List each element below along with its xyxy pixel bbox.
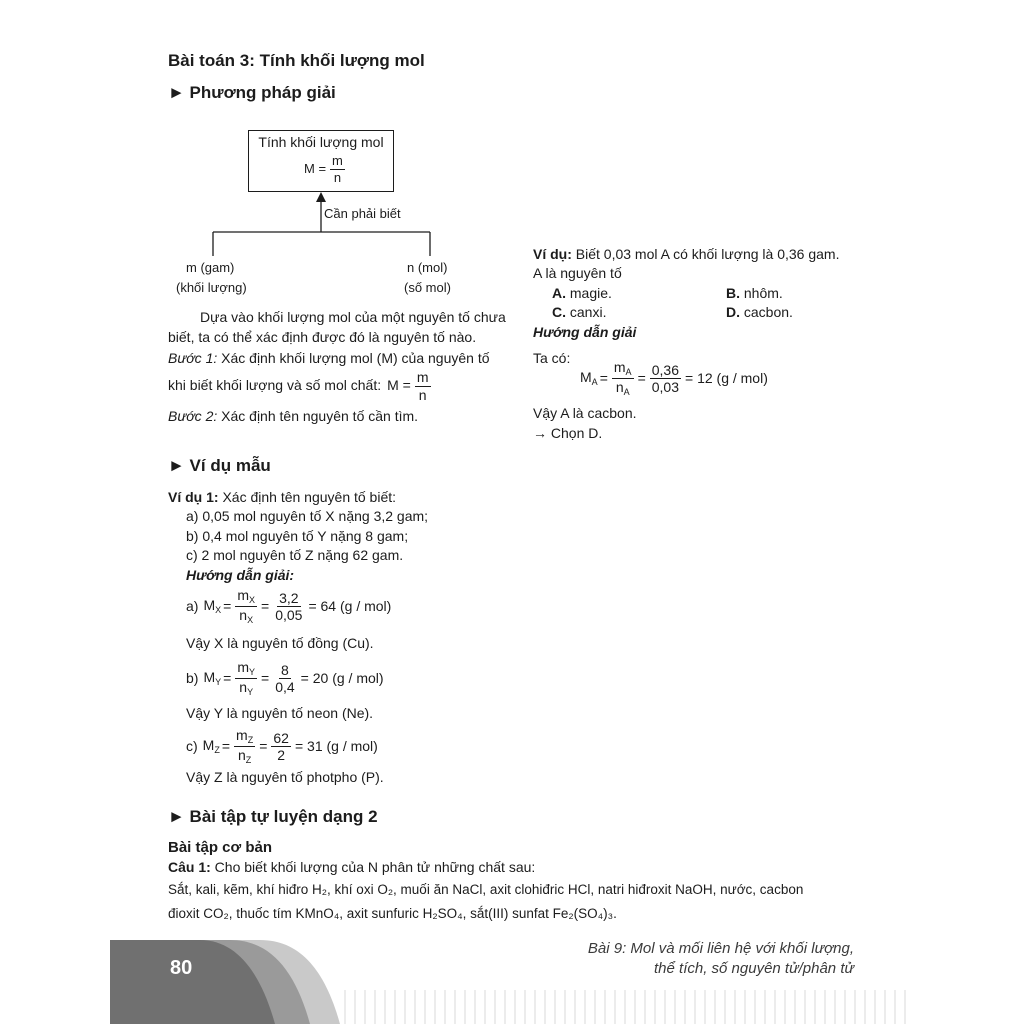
method-paragraph-line1: Dựa vào khối lượng mol của một nguyên tố chưa [200, 309, 506, 325]
solution-b-conclusion: Vậy Y là nguyên tố neon (Ne). [186, 705, 374, 721]
fraction: $\frac{m}{n}$ [332, 153, 343, 185]
fraction: $\frac{62}{2}$ [273, 729, 289, 764]
example1-item-c: c) 2 mol nguyên tố Z nặng 62 gam. [186, 547, 404, 563]
step1: Bước 1: Xác định khối lượng mol (M) của nguyên tố [168, 350, 490, 366]
example1-guide: Hướng dẫn giải: [186, 567, 295, 583]
exercises-heading: ► Bài tập tự luyện dạng 2 [168, 807, 378, 826]
fraction: $\frac{0,36}{0,03}$ [651, 361, 679, 396]
fraction: $\frac{3,2}{0,05}$ [275, 589, 303, 624]
method-heading: ► Phương pháp giải [168, 83, 336, 102]
formula-box-equation: M = $\frac{m}{n}$ [304, 153, 343, 185]
option-c: C. canxi. [552, 304, 607, 320]
chapter-title-line1: Bài 9: Mol và mối liên hệ với khối lượng, [587, 940, 854, 957]
fraction: $\frac{m_Z}{n_Z}$ [236, 727, 254, 766]
sample-heading: ► Ví dụ mẫu [168, 456, 271, 475]
formula-box-title: Tính khối lượng mol [258, 134, 384, 150]
question-1-line1: Sắt, kali, kẽm, khí hiđro H₂, khí oxi O₂, muối ăn NaCl, axit clohiđric HCl, natri hiđroxit NaOH, nước, cacbon [168, 882, 804, 897]
footer-stripes [345, 990, 905, 1024]
page-footer [110, 940, 914, 1024]
left-node-line2: (khối lượng) [176, 280, 247, 295]
option-a: A. magie. [552, 285, 612, 301]
example-intro: Ví dụ: Biết 0,03 mol A có khối lượng là 0,36 gam. [533, 246, 840, 262]
question-1: Câu 1: Cho biết khối lượng của N phân tử những chất sau: [168, 859, 536, 875]
step2: Bước 2: Xác định tên nguyên tố cần tìm. [168, 408, 419, 424]
step1-line2: khi biết khối lượng và số mol chất: M = $\frac{m}{n}$ [168, 369, 429, 403]
fraction: $\frac{m_A}{n_A}$ [613, 359, 632, 398]
chapter-title-line2: thể tích, số nguyên tử/phân tử [654, 960, 854, 977]
example-conclusion: Vậy A là cacbon. [533, 405, 637, 421]
solution-c-formula: c) $M_Z$ = $\frac{m_Z}{n_Z}$ = $\frac{62}{2}$ = 31 (g / mol) [186, 727, 378, 766]
right-node-line1: n (mol) [407, 260, 448, 275]
example-choice: → Chọn D. [533, 425, 603, 441]
page-number: 80 [170, 957, 193, 979]
example1-intro: Ví dụ 1: Xác định tên nguyên tố biết: [168, 489, 397, 505]
exercises-basic-heading: Bài tập cơ bản [168, 839, 273, 856]
right-node-line2: (số mol) [404, 280, 451, 295]
section-title: Bài toán 3: Tính khối lượng mol [168, 51, 425, 70]
fraction: $\frac{8}{0,4}$ [275, 661, 295, 696]
solution-a-conclusion: Vậy X là nguyên tố đồng (Cu). [186, 635, 374, 651]
example-ta-co: Ta có: [533, 350, 571, 366]
example-line2: A là nguyên tố [533, 265, 622, 281]
fraction: $\frac{m_X}{n_X}$ [237, 587, 256, 626]
option-d: D. cacbon. [726, 304, 793, 320]
solution-b-formula: b) $M_Y$ = $\frac{m_Y}{n_Y}$ = $\frac{8}{0,4}$ = 20 (g / mol) [186, 659, 384, 698]
arrow-label: Cần phải biết [324, 206, 401, 221]
question-1-line2: đioxit CO₂, thuốc tím KMnO₄, axit sunfuric H₂SO₄, sắt(III) sunfat Fe₂(SO₄)₃. [168, 906, 617, 921]
fraction: $\frac{m}{n}$ [416, 369, 429, 403]
example-formula: $M_A$ = $\frac{m_A}{n_A}$ = $\frac{0,36}{0,03}$ = 12 (g / mol) [580, 359, 768, 398]
left-node-line1: m (gam) [186, 260, 235, 275]
example1-item-b: b) 0,4 mol nguyên tố Y nặng 8 gam; [186, 528, 409, 544]
option-b: B. nhôm. [726, 285, 783, 301]
method-paragraph-line2: biết, ta có thể xác định được đó là nguyên tố nào. [168, 329, 477, 345]
solution-c-conclusion: Vậy Z là nguyên tố photpho (P). [186, 769, 384, 785]
example1-item-a: a) 0,05 mol nguyên tố X nặng 3,2 gam; [186, 508, 429, 524]
solution-a-formula: a) $M_X$ = $\frac{m_X}{n_X}$ = $\frac{3,2}{0,05}$ = 64 (g / mol) [186, 587, 392, 626]
diagram-arrows [200, 188, 440, 268]
fraction: $\frac{m_Y}{n_Y}$ [237, 659, 256, 698]
example-guide: Hướng dẫn giải [533, 324, 637, 340]
